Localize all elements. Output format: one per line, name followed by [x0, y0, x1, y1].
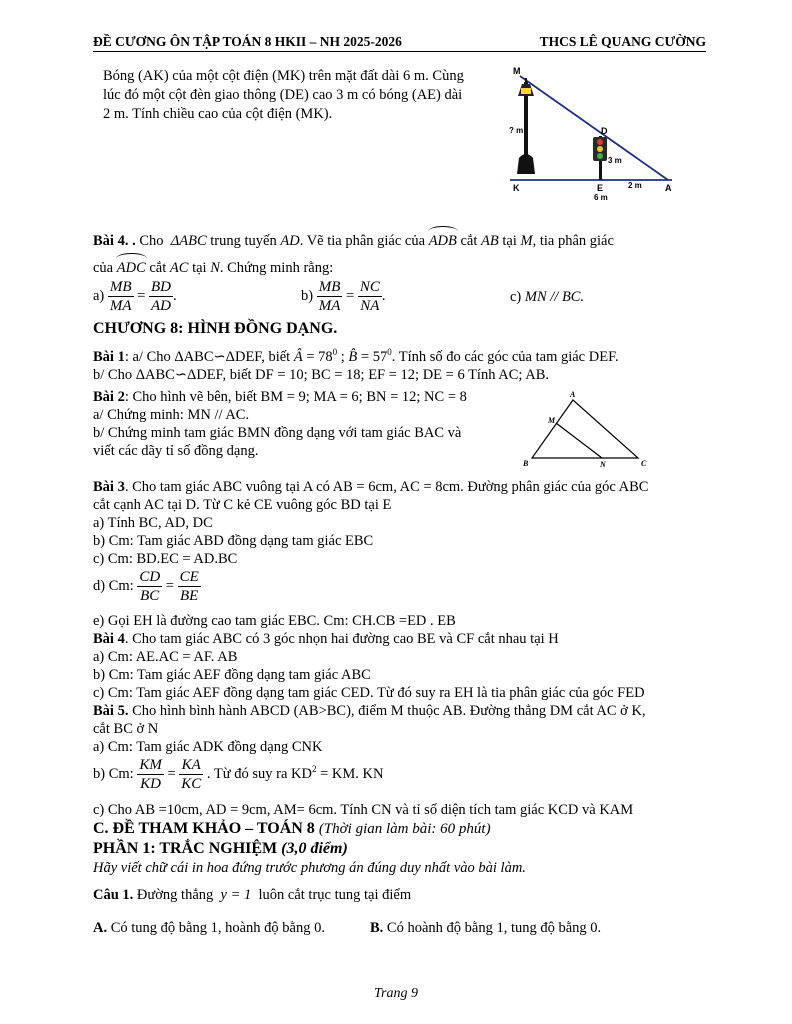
numerator: MB: [109, 279, 132, 295]
bai2-label: Bài 2: [93, 389, 125, 405]
bai5-label: Bài 5.: [93, 703, 129, 719]
denominator: NA: [360, 298, 380, 314]
part1-title: [93, 840, 348, 858]
option-text: Có hoành độ bằng 1, tung độ bằng 0.: [386, 920, 602, 936]
section-title: C. ĐỀ THAM KHẢO – TOÁN 8: [93, 820, 315, 837]
label-D: D: [601, 126, 608, 136]
bai4a-part-b: b) $\frac{MB}{MA}$ = $\frac{NC}{NA}$ .: [301, 279, 386, 314]
fraction: [358, 278, 382, 315]
bai1-label: Bài 1: [93, 348, 125, 365]
option-b: [370, 919, 601, 937]
label-C: C: [641, 459, 647, 468]
math-seg: AC: [169, 260, 189, 276]
bai3-c: c) Cm: BD.EC = AD.BC: [93, 551, 238, 567]
label-ea-length: 2 m: [628, 181, 642, 190]
question-label: Câu 1.: [93, 887, 134, 903]
option-label: B.: [370, 920, 384, 936]
bai5-a: a) Cm: Tam giác ADK đồng dạng CNK: [93, 739, 323, 755]
part-label: c): [510, 289, 522, 305]
section-time: (Thời gian làm bài: 60 phút): [318, 821, 491, 837]
denominator: KC: [181, 776, 202, 792]
fraction: [178, 568, 201, 605]
bai5-b: b) Cm: $\frac{KM}{KD}$ = $\frac{KA}{KC}$ . Từ đó suy ra $KD^2$ = KM. KN: [93, 757, 384, 792]
part-text: MN // BC.: [524, 289, 585, 305]
bai3-line1: [93, 478, 648, 496]
bai4-line1: [93, 630, 559, 648]
option-a: [93, 919, 325, 937]
segment-mn: [556, 423, 602, 458]
figure-triangle-mn: [515, 388, 655, 473]
instruction: Hãy viết chữ cái in hoa đứng trước phương án đúng duy nhất vào bài làm.: [93, 860, 526, 876]
part-points: (3,0 điểm): [281, 840, 348, 857]
bai4-a: a) Cm: AE.AC = AF. AB: [93, 649, 238, 665]
bai4-b: b) Cm: Tam giác AEF đồng dạng tam giác ABC: [93, 667, 371, 683]
denominator: KD: [140, 776, 161, 792]
part-title: PHẦN 1: TRẮC NGHIỆM: [93, 840, 278, 857]
fraction: [108, 278, 134, 315]
bai3-label: Bài 3: [93, 479, 125, 495]
text: tại: [192, 260, 207, 276]
label-mk-height: ? m: [509, 126, 524, 135]
math-angle: B̂: [348, 348, 358, 365]
bai4a-part-c: [510, 288, 584, 306]
text: . Từ đó suy ra KD: [206, 765, 312, 782]
text: trung tuyến: [210, 233, 277, 249]
denominator: BC: [140, 588, 160, 604]
text: cắt: [149, 260, 167, 276]
bai5-c: c) Cho AB =10cm, AD = 9cm, AM= 6cm. Tính CN và tỉ số diện tích tam giác KCD và KAM: [93, 802, 634, 818]
fraction: [149, 278, 173, 315]
bai2-b2: viết các dãy tỉ số đồng dạng.: [93, 443, 259, 459]
angle-ADC: ADC: [116, 260, 146, 276]
denominator: AD: [151, 298, 171, 314]
text: : a/ Cho ΔABC∽ΔDEF, biết: [124, 348, 291, 365]
text: luôn cắt trục tung tại điểm: [258, 887, 412, 903]
bai4-label: Bài 4: [93, 631, 125, 647]
fraction: [317, 278, 343, 315]
numerator: MB: [318, 279, 341, 295]
degree-sup: 0: [387, 347, 392, 357]
text: : Cho hình vẽ bên, biết BM = 9; MA = 6; BN = 12; NC = 8: [124, 389, 467, 405]
fraction: [137, 756, 164, 793]
denominator: MA: [109, 298, 132, 314]
header-rule: [93, 51, 706, 52]
text: tại: [502, 233, 517, 249]
part-label: d) Cm:: [93, 577, 134, 594]
intro-problem: Bóng (AK) của một cột điện (MK) trên mặt đất dài 6 m. Cùng lúc đó một cột đèn giao thông (DE) cao 3 m có bóng (AE) dài 2 m. Tính chiều cao của cột điện (MK).: [103, 68, 464, 122]
math-value: = 78: [306, 348, 333, 365]
sun-ray-line: [520, 76, 668, 180]
math-equation: y = 1: [220, 887, 252, 903]
bai4-c: c) Cm: Tam giác AEF đồng dạng tam giác CED. Từ đó suy ra EH là tia phân giác của góc FED: [93, 685, 645, 701]
numerator: KA: [179, 756, 203, 775]
bai1-line-b: b/ Cho ΔABC∽ΔDEF, biết DF = 10; BC = 18; EF = 12; DE = 6 Tính AC; AB.: [93, 367, 550, 383]
math-value: = 57: [360, 348, 388, 365]
page-footer: Trang 9: [374, 986, 418, 1001]
label-N: N: [600, 460, 606, 469]
option-text: Có tung độ bằng 1, hoành độ bằng 0.: [110, 920, 325, 936]
angle-ADB: ADB: [428, 233, 457, 249]
bai5-line1: [93, 702, 646, 720]
label-A: A: [665, 183, 672, 193]
text: ;: [340, 348, 345, 365]
denominator: MA: [318, 298, 341, 314]
math-seg: AB: [481, 233, 499, 249]
text: Đường thẳng: [136, 887, 214, 903]
figure-pole-shadow: [500, 62, 690, 202]
chapter-title: CHƯƠNG 8: HÌNH ĐỒNG DẠNG.: [93, 320, 338, 337]
label-M: M: [513, 66, 521, 76]
label-de-height: 3 m: [608, 156, 622, 165]
section-c-title: [93, 820, 491, 838]
question-1: [93, 886, 411, 904]
bai3-d: d) Cm: $\frac{CD}{BC}$ = $\frac{CE}{BE}$: [93, 569, 199, 604]
text: cắt: [460, 233, 478, 249]
header-right: THCS LÊ QUANG CƯỜNG: [539, 34, 706, 49]
text: của: [93, 260, 114, 276]
bai3-a: a) Tính BC, AD, DC: [93, 515, 213, 531]
bai2-b1: b/ Chứng minh tam giác BMN đồng dạng với tam giác BAC và: [93, 425, 462, 441]
degree-sup: 0: [332, 347, 338, 357]
text: . Cho tam giác ABC vuông tại A có AB = 6cm, AC = 8cm. Đường phân giác của góc ABC: [124, 479, 649, 495]
numerator: KM: [139, 757, 162, 773]
bai3-e: e) Gọi EH là đường cao tam giác EBC. Cm: CH.CB =ED . EB: [93, 613, 456, 629]
fraction: [179, 756, 203, 793]
option-label: A.: [93, 920, 108, 936]
bai1-line-a: [93, 343, 619, 366]
text: . Chứng minh rằng:: [219, 260, 334, 276]
text: , tia phân giác: [532, 233, 614, 249]
triangle-abc: [532, 400, 638, 458]
math-angle: Â: [293, 348, 303, 365]
part-label: b): [301, 287, 314, 304]
numerator: CD: [139, 569, 161, 585]
bai3-b: b) Cm: Tam giác ABD đồng dạng tam giác EBC: [93, 533, 374, 549]
label-M: M: [548, 416, 556, 425]
bai3-line2: cắt cạnh AC tại D. Từ C kẻ CE vuông góc BD tại E: [93, 497, 392, 513]
bai4a-part-a: a) $\frac{MB}{MA}$ = $\frac{BD}{AD}$ .: [93, 279, 177, 314]
bai4a-line1: [93, 232, 614, 250]
bai4a-line2: [93, 259, 333, 277]
numerator: NC: [359, 279, 380, 295]
denominator: BE: [180, 588, 199, 604]
traffic-light-icon: [593, 136, 607, 180]
text: Cho hình bình hành ABCD (AB>BC), điểm M thuộc AB. Đường thẳng DM cắt AC ở K,: [128, 703, 646, 719]
label-ka-length: 6 m: [594, 193, 608, 202]
text: . Tính số đo các góc của tam giác DEF.: [391, 348, 619, 365]
math-point: N: [210, 260, 220, 276]
label-E: E: [597, 183, 604, 193]
part-label: a): [93, 287, 105, 304]
text: . Vẽ tia phân giác của: [299, 233, 426, 249]
bai5-line2: cắt BC ở N: [93, 721, 159, 737]
text: . Cho tam giác ABC có 3 góc nhọn hai đường cao BE và CF cắt nhau tại H: [124, 631, 559, 647]
bai2-line1: [93, 388, 467, 406]
page-header: [93, 34, 706, 52]
bai2-a: a/ Chứng minh: MN // AC.: [93, 407, 250, 423]
header-left: ĐỀ CƯƠNG ÔN TẬP TOÁN 8 HKII – NH 2025-2026: [93, 34, 402, 49]
square-sup: 2: [311, 764, 317, 774]
fraction: [137, 568, 162, 605]
label-A: A: [570, 390, 576, 399]
text: = KM. KN: [316, 765, 384, 782]
label-B: B: [523, 459, 529, 468]
text: Cho: [139, 233, 164, 249]
math-triangle: ΔABC: [170, 233, 207, 249]
math-point: M: [520, 233, 533, 249]
label-K: K: [513, 183, 520, 193]
math-seg: AD: [280, 233, 300, 249]
numerator: BD: [151, 279, 171, 295]
numerator: CE: [179, 569, 199, 585]
bai4a-label: Bài 4. .: [93, 233, 136, 249]
part-label: b) Cm:: [93, 765, 134, 782]
